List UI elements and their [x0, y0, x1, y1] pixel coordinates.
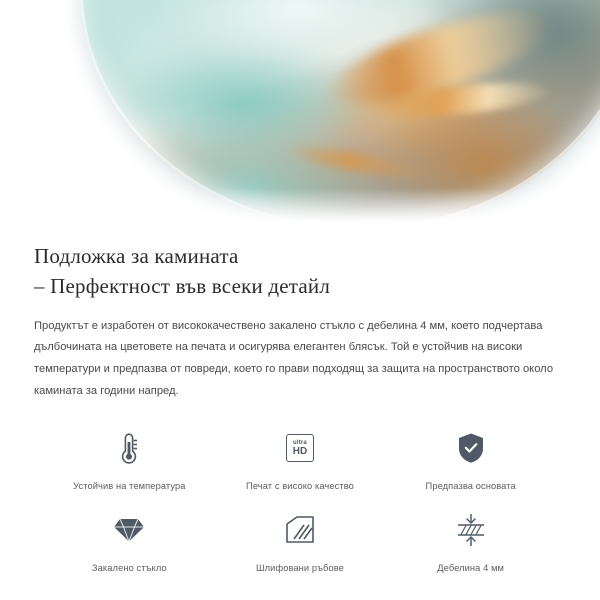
description-paragraph: Продуктът е изработен от висококачествено закалено стъкло с дебелина 4 мм, което подчертава дълбочината на цветовете на печата и осигурява елегантен блясък. Той е устойчив на високи температури и предпазва от повреди, което го прави подходящ за защита на пространството около камината за години напред. — [34, 319, 554, 398]
artwork-gold-vein-3 — [281, 140, 432, 184]
artwork-gold-vein-1 — [323, 0, 560, 122]
feature-grid — [34, 423, 566, 573]
polished-edges-icon — [273, 505, 327, 555]
feature-item — [385, 423, 556, 491]
feature-label: Закалено стъкло — [91, 563, 167, 573]
feature-item — [44, 423, 215, 491]
diamond-icon — [102, 505, 156, 555]
ultra-hd-top-label: ultra — [292, 439, 307, 446]
headline-line-1: Подложка за камината — [34, 244, 239, 268]
feature-item — [215, 505, 386, 573]
hero-bottom-fade — [0, 188, 600, 228]
thickness-icon — [444, 505, 498, 555]
feature-label: Дебелина 4 мм — [437, 563, 505, 573]
shield-check-icon — [444, 423, 498, 473]
hero-image — [0, 0, 600, 228]
artwork-slate-shadow — [427, 0, 600, 112]
artwork-gold-vein-2 — [370, 77, 552, 124]
feature-item — [385, 505, 556, 573]
feature-label: Устойчив на температура — [73, 481, 186, 491]
content-area — [0, 242, 600, 573]
feature-label: Предпазва основата — [425, 481, 516, 491]
feature-item — [44, 505, 215, 573]
ultra-hd-icon — [273, 423, 327, 473]
artwork-teal-pool — [114, 48, 374, 158]
page-title — [34, 242, 566, 302]
feature-item — [215, 423, 386, 491]
ultra-hd-bottom-label: HD — [292, 445, 308, 457]
feature-label: Печат с високо качество — [246, 481, 354, 491]
feature-label: Шлифовани ръбове — [256, 563, 344, 573]
headline-line-2: – Перфектност във всеки детайл — [34, 273, 331, 298]
artwork-white-wash — [147, 0, 447, 72]
thermometer-icon — [102, 423, 156, 473]
